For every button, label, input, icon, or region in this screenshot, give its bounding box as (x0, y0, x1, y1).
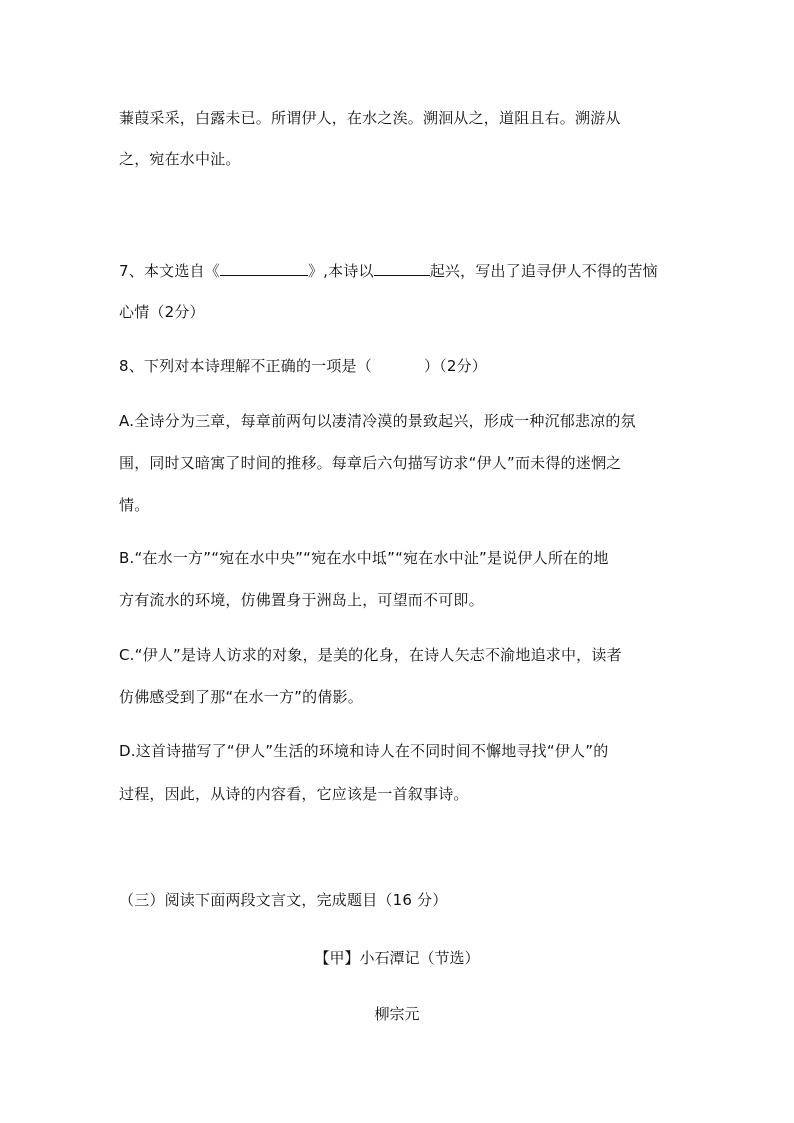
passage-author: 柳宗元 (374, 1005, 420, 1023)
option-c-line-1: C.“伊人”是诗人访求的对象，是美的化身，在诗人矢志不渝地追求中，读者 (119, 646, 622, 664)
option-b-line-2: 方有流水的环境，仿佛置身于洲岛上，可望而不可即。 (119, 591, 484, 609)
option-d-line-1: D.这首诗描写了“伊人”生活的环境和诗人在不同时间不懈地寻找“伊人”的 (119, 742, 609, 760)
question-8-text-a: 8、下列对本诗理解不正确的一项是（ (119, 357, 372, 375)
passage-title: 【甲】小石潭记（节选） (314, 949, 480, 967)
option-a-line-3: 情。 (119, 496, 150, 514)
poem-line-2: 之，宛在水中沚。 (119, 150, 241, 168)
question-8-stem (119, 356, 487, 376)
question-7-text-a: 7、本文选自《 (119, 262, 220, 280)
question-7-text-c: 起兴，写出了追寻伊人不得的苦恼 (429, 262, 658, 280)
section-3-heading: （三）阅读下面两段文言文，完成题目（16 分） (119, 891, 448, 909)
question-7-text-b: 》,本诗以 (307, 262, 374, 280)
option-a-line-2: 围，同时又暗寓了时间的推移。每章后六句描写访求“伊人”而未得的迷惘之 (119, 454, 622, 472)
option-b-line-1: B.“在水一方”“宛在水中央”“宛在水中坻”“宛在水中沚”是说伊人所在的地 (119, 549, 609, 567)
question-7-line-1 (119, 260, 658, 281)
question-7-line-2: 心情（2分） (119, 303, 205, 321)
question-8-text-b: ）（2分） (423, 357, 487, 375)
answer-blank-source (220, 260, 308, 276)
option-d-line-2: 过程，因此，从诗的内容看，它应该是一首叙事诗。 (119, 785, 469, 803)
option-a-line-1: A.全诗分为三章，每章前两句以凄清冷漠的景致起兴，形成一种沉郁悲凉的氛 (119, 412, 636, 430)
answer-blank-image (374, 260, 430, 276)
poem-line-1: 蒹葭采采，白露未已。所谓伊人，在水之涘。溯洄从之，道阻且右。溯游从 (119, 109, 621, 127)
option-c-line-2: 仿佛感受到了那“在水一方”的倩影。 (119, 688, 363, 706)
